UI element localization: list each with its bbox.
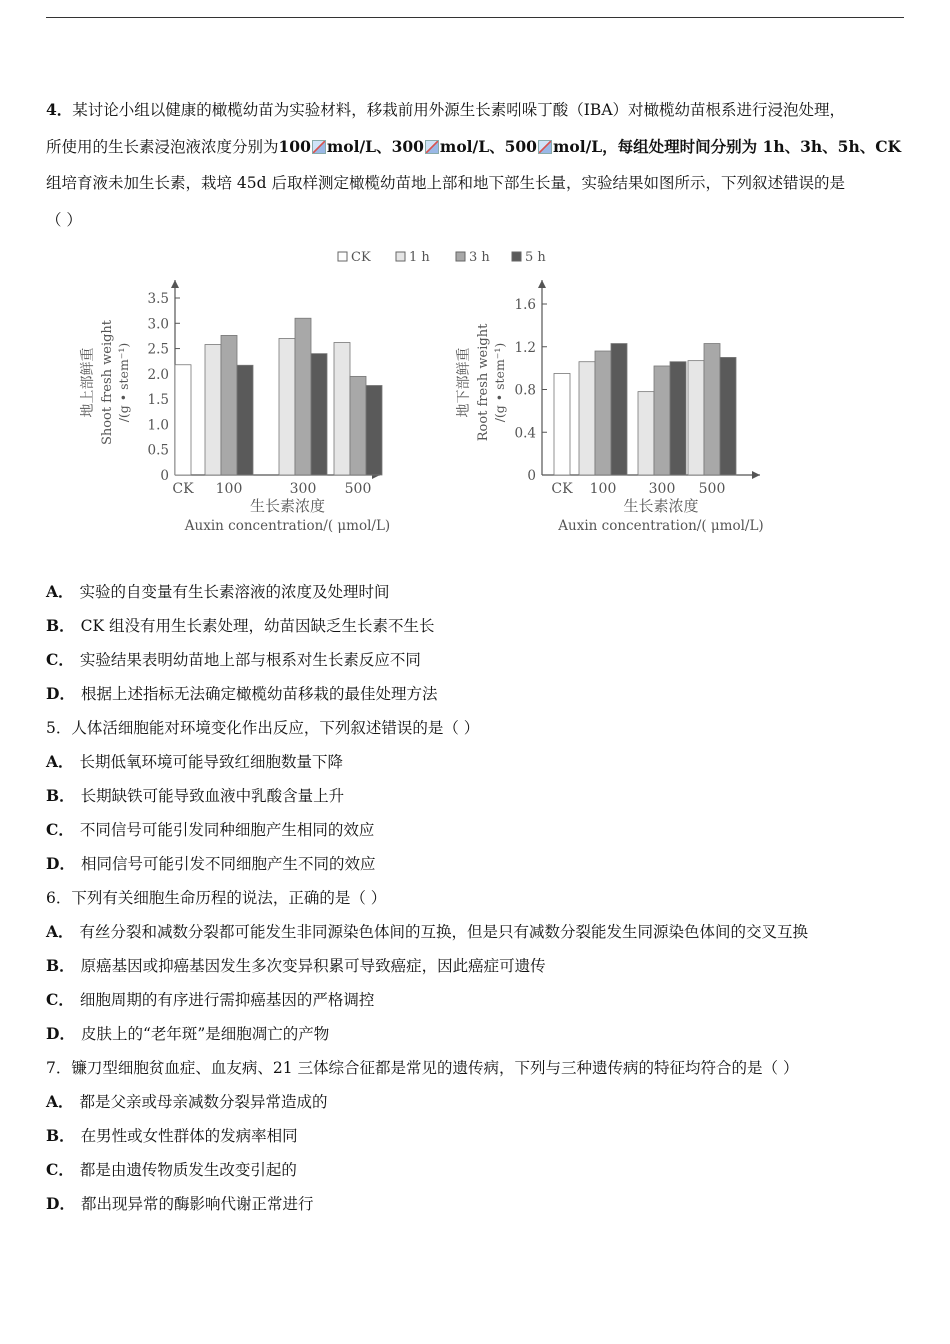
- legend-swatch: [456, 252, 465, 261]
- option-label: B．: [46, 786, 75, 805]
- bar: [350, 376, 366, 475]
- legend-label: 3 h: [469, 250, 490, 265]
- y-tick-label: 2.5: [147, 341, 169, 358]
- mu-symbol-image-icon: [425, 140, 439, 154]
- option-label: D．: [46, 684, 75, 703]
- option-label: C．: [46, 990, 74, 1009]
- option-label: A．: [46, 1092, 74, 1111]
- y-axis-title-en: Shoot fresh weight: [100, 319, 115, 446]
- option-text: 不同信号可能引发同种细胞产生相同的效应: [79, 821, 375, 839]
- question-7-stem: 7．镰刀型细胞贫血症、血友病、21 三体综合征都是常见的遗传病，下列与三种遗传病的特征均符合的是（ ）: [46, 1059, 799, 1077]
- top-rule: [46, 17, 904, 18]
- y-axis-unit: /(g • stem⁻¹): [492, 342, 507, 423]
- y-tick-label: 1.5: [147, 392, 169, 409]
- bar: [704, 344, 720, 475]
- option-text: 有丝分裂和减数分裂都可能发生非同源染色体间的互换，但是只有减数分裂能发生同源染色体间的交叉互换: [79, 923, 809, 941]
- q4-option-b[interactable]: [46, 609, 434, 643]
- option-text: 长期缺铁可能导致血液中乳酸含量上升: [80, 787, 345, 805]
- y-tick-label: 3.0: [147, 316, 169, 333]
- bar: [334, 343, 350, 475]
- option-text: 实验结果表明幼苗地上部与根系对生长素反应不同: [79, 651, 421, 669]
- q4-line-2: [46, 129, 906, 166]
- x-axis-title-en: Auxin concentration/( μmol/L): [558, 518, 764, 534]
- bar-chart-svg: [70, 240, 830, 540]
- q4-line-2-text: 所使用的生长素浸泡液浓度分别为: [46, 137, 279, 156]
- y-tick-label: 1.6: [514, 297, 536, 313]
- mu-symbol-image-icon: [538, 140, 552, 154]
- option-label: B．: [46, 956, 75, 975]
- option-label: A．: [46, 582, 74, 601]
- q7-option-a[interactable]: [46, 1085, 328, 1119]
- question-5-stem: 5．人体活细胞能对环境变化作出反应，下列叙述错误的是（ ）: [46, 719, 480, 737]
- q4-line-4: （ ）: [46, 210, 82, 229]
- x-tick-label: 100: [589, 481, 617, 497]
- q6-option-d[interactable]: [46, 1017, 329, 1051]
- x-tick-label: 300: [289, 481, 317, 497]
- option-text: 长期低氧环境可能导致红细胞数量下降: [79, 753, 344, 771]
- y-axis-arrow-icon: [538, 280, 546, 288]
- option-label: C．: [46, 820, 74, 839]
- option-label: A．: [46, 752, 74, 771]
- option-text: 实验的自变量有生长素溶液的浓度及处理时间: [79, 583, 390, 601]
- y-tick-label: 0: [527, 468, 536, 484]
- legend-label: 5 h: [525, 250, 546, 265]
- bar: [688, 361, 704, 475]
- x-tick-label: 300: [648, 481, 676, 497]
- q5-option-d[interactable]: [46, 847, 375, 881]
- y-tick-label: 0.5: [147, 442, 169, 459]
- option-label: D．: [46, 1194, 75, 1213]
- legend-label: CK: [351, 250, 371, 265]
- option-text: 都是父亲或母亲减数分裂异常造成的: [79, 1093, 328, 1111]
- q4-option-c[interactable]: [46, 643, 421, 677]
- bar: [654, 366, 670, 475]
- option-text: 在男性或女性群体的发病率相同: [80, 1127, 298, 1145]
- mu-symbol-image-icon: [312, 140, 326, 154]
- y-tick-label: 2.0: [147, 366, 169, 383]
- option-label: D．: [46, 854, 75, 873]
- y-tick-label: 0.4: [514, 425, 536, 442]
- y-axis-arrow-icon: [171, 280, 179, 288]
- option-text: 都出现异常的酶影响代谢正常进行: [80, 1195, 314, 1213]
- x-tick-label: CK: [172, 481, 194, 497]
- q4-conc-2: 300: [391, 136, 424, 156]
- q4-conc-1: 100: [278, 136, 311, 156]
- y-tick-label: 0.8: [514, 382, 536, 399]
- option-label: C．: [46, 650, 74, 669]
- y-axis-title-en: Root fresh weight: [476, 323, 491, 442]
- bar: [221, 335, 237, 475]
- bar: [279, 338, 295, 475]
- q4-line-3: 组培育液未加生长素，栽培 45d 后取样测定橄榄幼苗地上部和地下部生长量，实验结果如图所示，下列叙述错误的是: [46, 174, 846, 192]
- option-label: B．: [46, 1126, 75, 1145]
- x-axis-title-en: Auxin concentration/( μmol/L): [184, 518, 391, 534]
- bar: [311, 354, 327, 475]
- x-axis-title-cn: 生长素浓度: [249, 497, 326, 515]
- q4-number: 4．: [46, 100, 73, 119]
- q4-line-1: [46, 92, 906, 129]
- x-tick-label: CK: [551, 481, 573, 497]
- bar: [595, 351, 611, 475]
- q4-line-1-text: 某讨论小组以健康的橄榄幼苗为实验材料，移栽前用外源生长素吲哚丁酸（IBA）对橄榄幼苗根系进行浸泡处理，: [72, 101, 846, 119]
- option-text: 皮肤上的“老年斑”是细胞凋亡的产物: [80, 1025, 330, 1043]
- q7-option-c[interactable]: [46, 1153, 297, 1187]
- bar: [670, 362, 686, 475]
- y-axis-title-cn: 地下部鲜重: [456, 347, 472, 418]
- y-tick-label: 1.0: [147, 417, 169, 434]
- q6-option-c[interactable]: [46, 983, 374, 1017]
- x-tick-label: 100: [215, 481, 243, 497]
- bar: [175, 365, 191, 475]
- q4-option-a[interactable]: [46, 575, 390, 609]
- q4-unit-2: mol/L、: [439, 136, 505, 156]
- x-tick-label: 500: [344, 481, 372, 497]
- bar: [205, 345, 221, 475]
- option-text: 都是由遗传物质发生改变引起的: [79, 1161, 297, 1179]
- legend-label: 1 h: [409, 250, 430, 265]
- legend-swatch: [338, 252, 347, 261]
- option-text: 细胞周期的有序进行需抑癌基因的严格调控: [79, 991, 375, 1009]
- x-axis-title-cn: 生长素浓度: [623, 497, 699, 515]
- bar: [638, 392, 654, 475]
- bar: [611, 344, 627, 475]
- bar: [295, 318, 311, 475]
- question-4: [46, 92, 906, 238]
- q5-option-b[interactable]: [46, 779, 344, 813]
- q4-unit-1: mol/L、: [326, 136, 392, 156]
- q7-option-d[interactable]: [46, 1187, 313, 1221]
- q4-option-d[interactable]: [46, 677, 437, 711]
- bar-chart-figure: [70, 240, 830, 540]
- option-text: CK 组没有用生长素处理，幼苗因缺乏生长素不生长: [80, 617, 435, 635]
- y-axis-title-cn: 地上部鲜重: [80, 347, 96, 418]
- y-tick-label: 0: [160, 468, 169, 484]
- option-text: 相同信号可能引发不同细胞产生不同的效应: [80, 855, 376, 873]
- q6-option-a[interactable]: [46, 915, 808, 949]
- option-label: A．: [46, 922, 74, 941]
- q4-unit-3: mol/L，每组处理时间分别为 1h、3h、5h、CK: [552, 136, 902, 156]
- option-label: D．: [46, 1024, 75, 1043]
- q7-option-b[interactable]: [46, 1119, 298, 1153]
- y-tick-label: 3.5: [147, 291, 169, 307]
- bar: [579, 362, 595, 475]
- x-axis-arrow-icon: [752, 471, 760, 479]
- option-label: C．: [46, 1160, 74, 1179]
- question-6-stem: 6．下列有关细胞生命历程的说法，正确的是（ ）: [46, 889, 387, 907]
- q5-option-c[interactable]: [46, 813, 374, 847]
- bar: [237, 365, 253, 475]
- legend-swatch: [512, 252, 521, 261]
- option-text: 原癌基因或抑癌基因发生多次变异积累可导致癌症，因此癌症可遗传: [80, 957, 546, 975]
- y-axis-unit: /(g • stem⁻¹): [116, 342, 131, 423]
- q6-option-b[interactable]: [46, 949, 546, 983]
- option-label: B．: [46, 616, 75, 635]
- legend-swatch: [396, 252, 405, 261]
- y-tick-label: 1.2: [514, 339, 536, 356]
- bar: [720, 357, 736, 475]
- option-text: 根据上述指标无法确定橄榄幼苗移栽的最佳处理方法: [80, 685, 438, 703]
- q4-conc-3: 500: [504, 136, 537, 156]
- x-tick-label: 500: [698, 481, 726, 497]
- q5-option-a[interactable]: [46, 745, 343, 779]
- bar: [554, 373, 570, 475]
- bar: [366, 385, 382, 475]
